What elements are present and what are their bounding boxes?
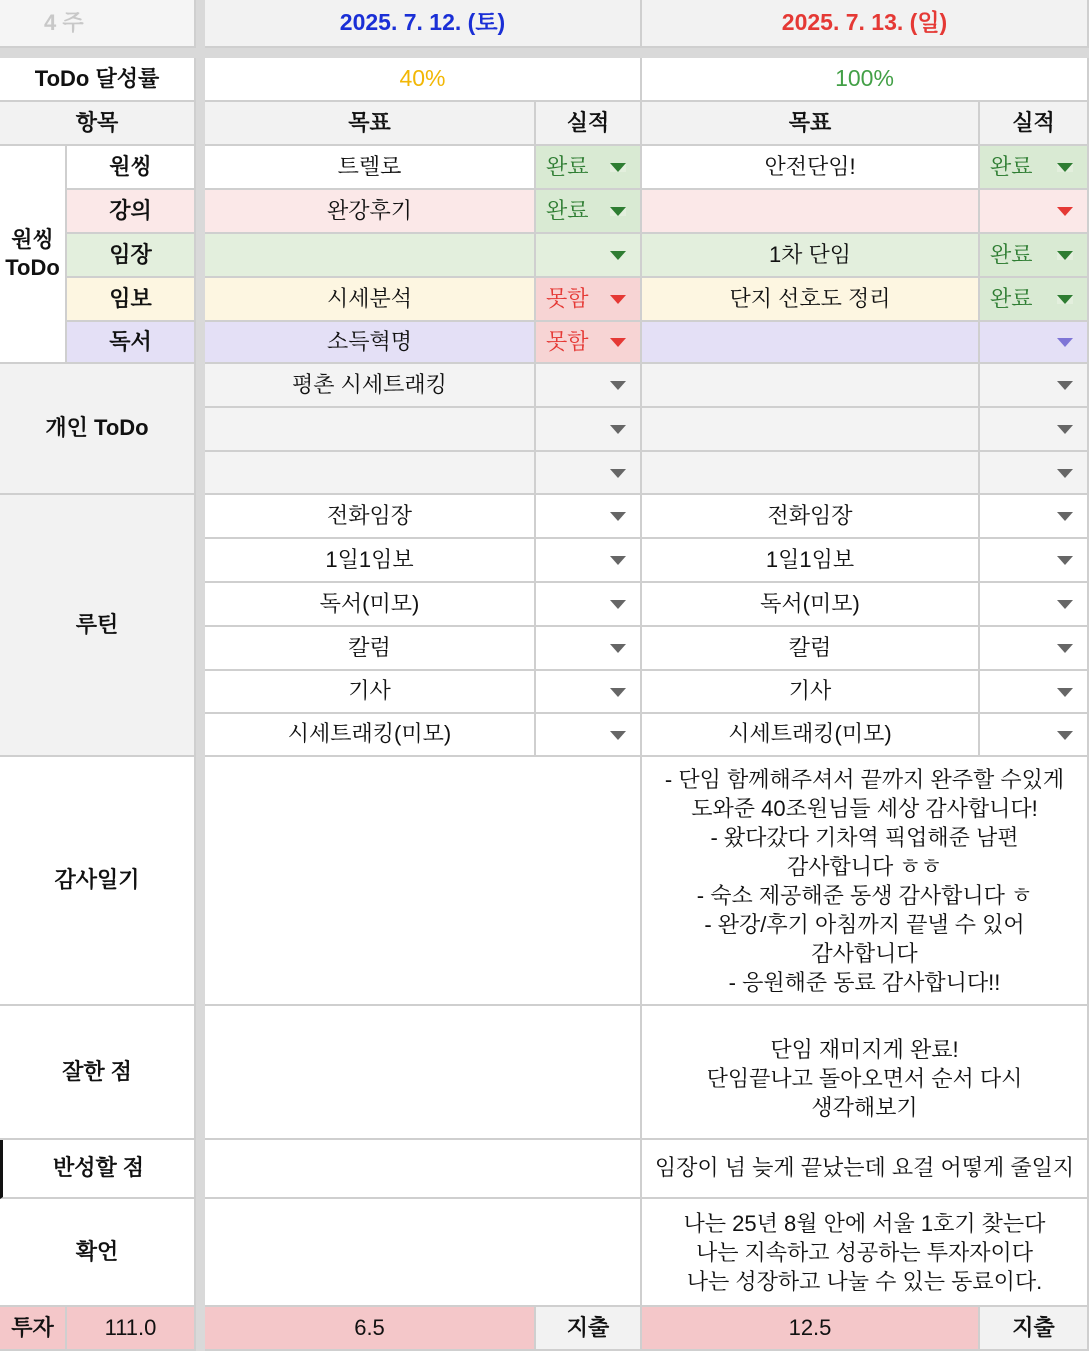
result-value: 완료 xyxy=(990,285,1033,311)
expense-value-sat[interactable]: 6.5 xyxy=(205,1307,536,1351)
result-dropdown-sun-lecture[interactable] xyxy=(980,190,1089,234)
result-dropdown-sat-imjang[interactable] xyxy=(536,234,642,278)
gratitude-line: 감사합니다 ㅎㅎ xyxy=(787,853,942,879)
expense-label-sat: 지출 xyxy=(536,1307,642,1351)
date-sunday[interactable]: 2025. 7. 13. (일) xyxy=(642,0,1089,48)
date-saturday[interactable]: 2025. 7. 12. (토) xyxy=(205,0,642,48)
dropdown-arrow-icon[interactable] xyxy=(610,251,626,260)
routine-result-sun-2[interactable] xyxy=(980,539,1089,583)
header-result-sat: 실적 xyxy=(536,102,642,146)
dropdown-arrow-icon[interactable] xyxy=(610,381,626,390)
result-dropdown-sat-wonssing[interactable] xyxy=(536,146,642,190)
good-point-line: 단임끝나고 돌아오면서 순서 다시 xyxy=(706,1065,1023,1091)
header-item: 항목 xyxy=(0,102,196,146)
gratitude-label: 감사일기 xyxy=(0,757,196,1006)
group-wonssing-label: 원씽 ToDo xyxy=(0,146,67,364)
result-dropdown-sun-reading[interactable] xyxy=(980,322,1089,364)
affirmation-sat[interactable] xyxy=(205,1199,642,1307)
goal-sat-wonssing[interactable]: 트렐로 xyxy=(205,146,536,190)
invest-label: 투자 xyxy=(0,1307,67,1351)
gratitude-line: - 숙소 제공해준 동생 감사합니다 ㅎ xyxy=(696,882,1033,908)
personal-goal-sun-1[interactable] xyxy=(642,364,980,408)
goal-sun-wonssing[interactable]: 안전단임! xyxy=(642,146,980,190)
gratitude-line: - 왔다갔다 기차역 픽업해준 남편 xyxy=(710,824,1019,850)
frozen-column-divider xyxy=(196,0,205,1351)
dropdown-arrow-icon[interactable] xyxy=(610,512,626,521)
dropdown-arrow-icon[interactable] xyxy=(1057,556,1073,565)
reflection-sat[interactable] xyxy=(205,1140,642,1199)
personal-todo-label: 개인 ToDo xyxy=(0,364,196,495)
dropdown-arrow-icon[interactable] xyxy=(1057,731,1073,740)
expense-label-sun: 지출 xyxy=(980,1307,1089,1351)
goal-sat-imbo[interactable]: 시세분석 xyxy=(205,278,536,322)
routine-result-sat-4[interactable] xyxy=(536,627,642,671)
result-dropdown-sun-imjang[interactable] xyxy=(980,234,1089,278)
personal-result-sat-1[interactable] xyxy=(536,364,642,408)
routine-result-sun-5[interactable] xyxy=(980,671,1089,714)
dropdown-arrow-icon[interactable] xyxy=(1057,338,1073,347)
invest-value[interactable]: 111.0 xyxy=(67,1307,196,1351)
dropdown-arrow-icon[interactable] xyxy=(610,644,626,653)
personal-goal-sat-2[interactable] xyxy=(205,408,536,452)
week-number: 4 xyxy=(44,9,57,35)
personal-result-sat-3[interactable] xyxy=(536,452,642,495)
personal-result-sat-2[interactable] xyxy=(536,408,642,452)
gratitude-line: 도와준 40조원님들 세상 감사합니다! xyxy=(691,795,1038,821)
goal-sat-imjang[interactable] xyxy=(205,234,536,278)
routine-goal-sun-5[interactable]: 기사 xyxy=(642,671,980,714)
goal-sun-imbo[interactable]: 단지 선호도 정리 xyxy=(642,278,980,322)
header-goal-sun: 목표 xyxy=(642,102,980,146)
personal-result-sun-3[interactable] xyxy=(980,452,1089,495)
dropdown-arrow-icon[interactable] xyxy=(1057,469,1073,478)
achievement-label: ToDo 달성률 xyxy=(0,58,196,102)
routine-goal-sun-3[interactable]: 독서(미모) xyxy=(642,583,980,627)
routine-result-sun-3[interactable] xyxy=(980,583,1089,627)
dropdown-arrow-icon[interactable] xyxy=(610,163,626,172)
routine-goal-sat-6[interactable]: 시세트래킹(미모) xyxy=(205,714,536,757)
category-imbo: 임보 xyxy=(67,278,196,322)
routine-goal-sat-3[interactable]: 독서(미모) xyxy=(205,583,536,627)
affirmation-line: 나는 25년 8월 안에 서울 1호기 찾는다 xyxy=(683,1210,1046,1236)
routine-goal-sun-2[interactable]: 1일1임보 xyxy=(642,539,980,583)
routine-goal-sun-1[interactable]: 전화임장 xyxy=(642,495,980,539)
header-goal-sat: 목표 xyxy=(205,102,536,146)
reflection-sun[interactable]: 임장이 넘 늦게 끝났는데 요걸 어떻게 줄일지 xyxy=(642,1140,1089,1199)
goal-sun-imjang[interactable]: 1차 단임 xyxy=(642,234,980,278)
expense-value-sun[interactable]: 12.5 xyxy=(642,1307,980,1351)
dropdown-arrow-icon[interactable] xyxy=(1057,381,1073,390)
result-value: 못함 xyxy=(546,285,589,311)
dropdown-arrow-icon[interactable] xyxy=(1057,644,1073,653)
affirmation-line: 나는 성장하고 나눌 수 있는 동료이다. xyxy=(686,1268,1043,1294)
header-result-sun: 실적 xyxy=(980,102,1089,146)
personal-goal-sat-1[interactable]: 평촌 시세트래킹 xyxy=(205,364,536,408)
gratitude-line: - 단임 함께해주셔서 끝까지 완주할 수있게 xyxy=(664,766,1065,792)
category-lecture: 강의 xyxy=(67,190,196,234)
dropdown-arrow-icon[interactable] xyxy=(1057,600,1073,609)
result-value: 못함 xyxy=(546,328,589,354)
personal-goal-sun-2[interactable] xyxy=(642,408,980,452)
personal-goal-sat-3[interactable] xyxy=(205,452,536,495)
good-points-sun[interactable] xyxy=(642,1006,1089,1140)
category-imjang: 임장 xyxy=(67,234,196,278)
personal-result-sun-1[interactable] xyxy=(980,364,1089,408)
frozen-row-divider xyxy=(0,48,1089,58)
affirmation-line: 나는 지속하고 성공하는 투자자이다 xyxy=(695,1239,1034,1265)
dropdown-arrow-icon[interactable] xyxy=(610,295,626,304)
routine-result-sun-6[interactable] xyxy=(980,714,1089,757)
reflection-label: 반성할 점 xyxy=(0,1140,196,1199)
dropdown-arrow-icon[interactable] xyxy=(610,338,626,347)
routine-result-sat-3[interactable] xyxy=(536,583,642,627)
routine-goal-sun-6[interactable]: 시세트래킹(미모) xyxy=(642,714,980,757)
category-wonssing: 원씽 xyxy=(67,146,196,190)
dropdown-arrow-icon[interactable] xyxy=(1057,163,1073,172)
dropdown-arrow-icon[interactable] xyxy=(610,688,626,697)
routine-goal-sat-4[interactable]: 칼럼 xyxy=(205,627,536,671)
result-dropdown-sun-imbo[interactable] xyxy=(980,278,1089,322)
good-point-line: 생각해보기 xyxy=(811,1094,918,1120)
dropdown-arrow-icon[interactable] xyxy=(1057,512,1073,521)
goal-sat-lecture[interactable]: 완강후기 xyxy=(205,190,536,234)
dropdown-arrow-icon[interactable] xyxy=(610,556,626,565)
result-value: 완료 xyxy=(990,153,1033,179)
gratitude-line: - 응원해준 동료 감사합니다!! xyxy=(728,969,1001,995)
achievement-sun[interactable]: 100% xyxy=(642,58,1089,102)
dropdown-arrow-icon[interactable] xyxy=(1057,425,1073,434)
routine-result-sat-1[interactable] xyxy=(536,495,642,539)
gratitude-sun[interactable] xyxy=(642,757,1089,1006)
result-value: 완료 xyxy=(546,197,589,223)
result-dropdown-sat-lecture[interactable] xyxy=(536,190,642,234)
personal-result-sun-2[interactable] xyxy=(980,408,1089,452)
result-value: 완료 xyxy=(990,241,1033,267)
category-reading: 독서 xyxy=(67,322,196,364)
routine-result-sat-2[interactable] xyxy=(536,539,642,583)
dropdown-arrow-icon[interactable] xyxy=(610,469,626,478)
gratitude-sat[interactable] xyxy=(205,757,642,1006)
good-point-line: 단임 재미지게 완료! xyxy=(770,1036,959,1062)
routine-goal-sat-2[interactable]: 1일1임보 xyxy=(205,539,536,583)
result-dropdown-sat-reading[interactable] xyxy=(536,322,642,364)
routine-goal-sun-4[interactable]: 칼럼 xyxy=(642,627,980,671)
routine-result-sun-1[interactable] xyxy=(980,495,1089,539)
week-label: 주 xyxy=(62,9,84,35)
achievement-sat[interactable]: 40% xyxy=(205,58,642,102)
affirmation-sun[interactable] xyxy=(642,1199,1089,1307)
dropdown-arrow-icon[interactable] xyxy=(1057,295,1073,304)
dropdown-arrow-icon[interactable] xyxy=(610,600,626,609)
goal-sun-reading[interactable] xyxy=(642,322,980,364)
routine-goal-sat-5[interactable]: 기사 xyxy=(205,671,536,714)
dropdown-arrow-icon[interactable] xyxy=(1057,207,1073,216)
goal-sun-lecture[interactable] xyxy=(642,190,980,234)
dropdown-arrow-icon[interactable] xyxy=(1057,251,1073,260)
result-value: 완료 xyxy=(546,153,589,179)
routine-result-sat-6[interactable] xyxy=(536,714,642,757)
gratitude-line: 감사합니다 xyxy=(811,940,918,966)
week-indicator xyxy=(0,0,196,48)
routine-result-sun-4[interactable] xyxy=(980,627,1089,671)
affirmation-label: 확언 xyxy=(0,1199,196,1307)
dropdown-arrow-icon[interactable] xyxy=(1057,688,1073,697)
goal-sat-reading[interactable]: 소득혁명 xyxy=(205,322,536,364)
good-points-label: 잘한 점 xyxy=(0,1006,196,1140)
routine-goal-sat-1[interactable]: 전화임장 xyxy=(205,495,536,539)
dropdown-arrow-icon[interactable] xyxy=(610,425,626,434)
personal-goal-sun-3[interactable] xyxy=(642,452,980,495)
gratitude-line: - 완강/후기 아침까지 끝낼 수 있어 xyxy=(704,911,1025,937)
dropdown-arrow-icon[interactable] xyxy=(610,731,626,740)
good-points-sat[interactable] xyxy=(205,1006,642,1140)
routine-result-sat-5[interactable] xyxy=(536,671,642,714)
dropdown-arrow-icon[interactable] xyxy=(610,207,626,216)
result-dropdown-sun-wonssing[interactable] xyxy=(980,146,1089,190)
routine-label: 루틴 xyxy=(0,495,196,757)
result-dropdown-sat-imbo[interactable] xyxy=(536,278,642,322)
